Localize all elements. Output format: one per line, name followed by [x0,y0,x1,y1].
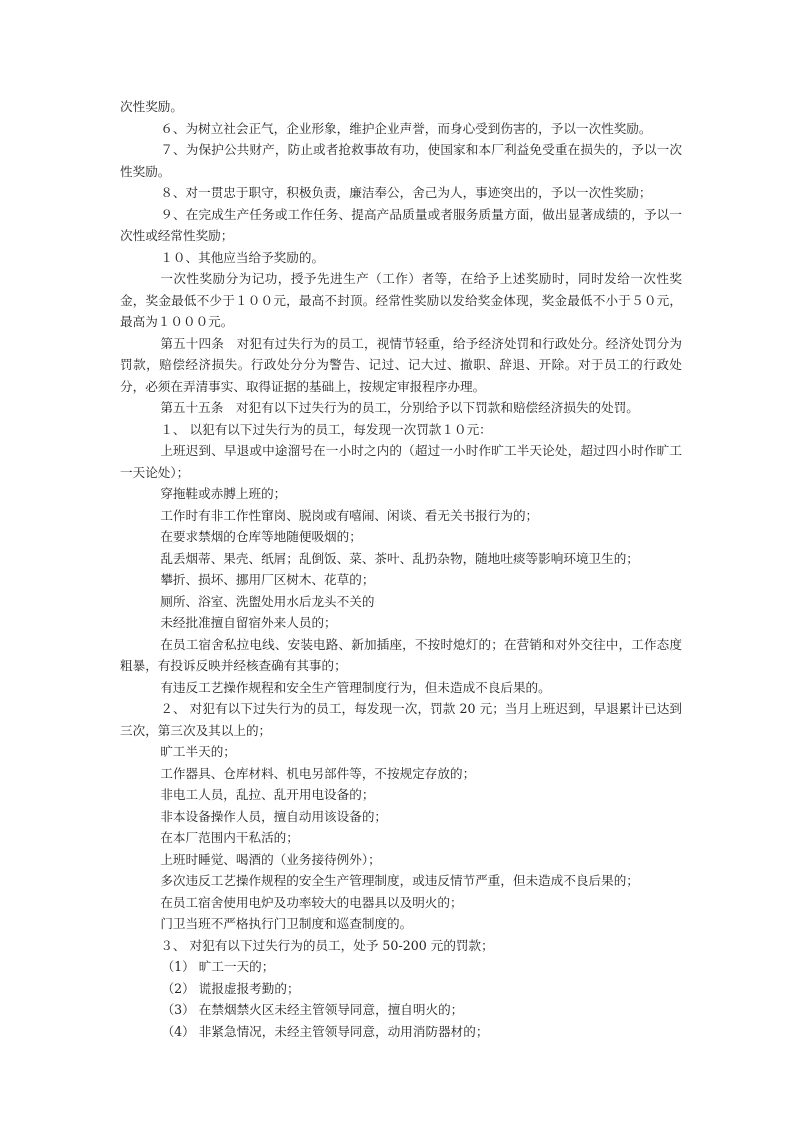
list-item: 上班时睡觉、喝酒的（业务接待例外）； [160,851,381,867]
list-item: 穿拖鞋或赤膊上班的； [160,486,287,501]
reward-item-9: ９、在完成生产任务或工作任务、提高产品质量或者服务质量方面，做出显著成绩的，予以一次性或经常性奖励； [120,206,682,243]
paragraph: 次性奖励。 [120,99,183,114]
list-item: 在员工宿舍私拉电线、安装电路、新加插座，不按时熄灯的；在营销和对外交往中，工作态度粗暴，有投诉反映并经核查确有其事的； [120,636,682,673]
article-55: 第五十五条 对犯有以下过失行为的员工，分别给予以下罚款和赔偿经济损失的处罚。 [160,400,639,415]
document-page [120,96,682,1042]
list-item: 工作器具、仓库材料、机电另部件等，不按规定存放的； [160,765,476,781]
list-item: 在员工宿舍使用电炉及功率较大的电器具以及明火的； [160,894,463,910]
list-item: 有违反工艺操作规程和安全生产管理制度行为，但未造成不良后果的。 [160,679,551,695]
list-item: 厕所、浴室、洗盥处用水后龙头不关的 [160,593,375,609]
list-item: 乱丢烟蒂、果壳、纸屑；乱倒饭、菜、茶叶、乱扔杂物，随地吐痰等影响环境卫生的； [160,550,639,566]
list-item: 攀折、损坏、挪用厂区树木、花草的； [160,572,375,587]
list-item: 旷工半天的； [160,744,236,759]
list-item: 非电工人员，乱拉、乱开用电设备的； [160,787,375,802]
list-item: 非本设备操作人员，擅自动用该设备的； [160,808,387,824]
reward-paragraph: 一次性奖励分为记功，授予先进生产（工作）者等，在给予上述奖励时，同时发给一次性奖金，奖金最低不少于１００元，最高不封顶。经常性奖励以发给奖金体现，奖金最低不小于５０元，最高为１０００元。 [120,271,682,329]
reward-item-10: １０、其他应当给予奖励的。 [160,249,325,265]
reward-item-7: ７、为保护公共财产，防止或者抢救事故有功，使国家和本厂利益免受重在损失的，予以一次性奖励。 [120,142,682,179]
list-item: 未经批准擅自留宿外来人员的； [160,615,337,630]
penalty-section-3: ３、 对犯有以下过失行为的员工，处予 50-200 元的罚款； [160,937,494,953]
list-item: 在要求禁烟的仓库等地随便吸烟的； [160,529,362,544]
article-54: 第五十四条 对犯有过失行为的员工，视情节轻重，给予经济处罚和行政处分。经济处罚分为罚款，赔偿经济损失。行政处分分为警告、记过、记大过、撤职、辞退、开除。对于员工的行政处分，必须在弄清事实、取得证据的基础上，按规定审报程序办理。 [120,335,682,394]
penalty-section-1: １、 以犯有以下过失行为的员工，每发现一次罚款１０元： [160,421,492,437]
list-item: 在本厂范围内干私活的； [160,830,299,845]
list-item: 门卫当班不严格执行门卫制度和巡查制度的。 [160,916,413,931]
reward-item-8: ８、对一贯忠于职守，积极负责，廉洁奉公，舍己为人，事迹突出的，予以一次性奖励； [160,185,652,200]
list-item: （1） 旷工一天的； [161,959,275,974]
reward-item-6: ６、为树立社会正气，企业形象，维护企业声誉，而身心受到伤害的，予以一次性奖励。 [160,120,652,136]
list-item: 上班迟到、早退或中途溜号在一小时之内的（超过一小时作旷工半天论处，超过四小时作旷工一天论处）； [120,443,682,480]
list-item: （2） 谎报虚报考勤的； [161,980,300,996]
penalty-section-2: ２、 对犯有以下过失行为的员工，每发现一次，罚款 20 元；当月上班迟到，早退累计已达到三次，第三次及其以上的； [120,701,682,738]
list-item: （3） 在禁烟禁火区未经主管领导同意，擅自明火的； [161,1002,464,1017]
list-item: 工作时有非工作性窜岗、脱岗或有嘻闹、闲谈、看无关书报行为的； [160,507,539,523]
list-item: 多次违反工艺操作规程的安全生产管理制度，或违反情节严重，但未造成不良后果的； [160,873,639,888]
list-item: （4） 非紧急情况，未经主管领导同意，动用消防器材的； [161,1023,489,1039]
